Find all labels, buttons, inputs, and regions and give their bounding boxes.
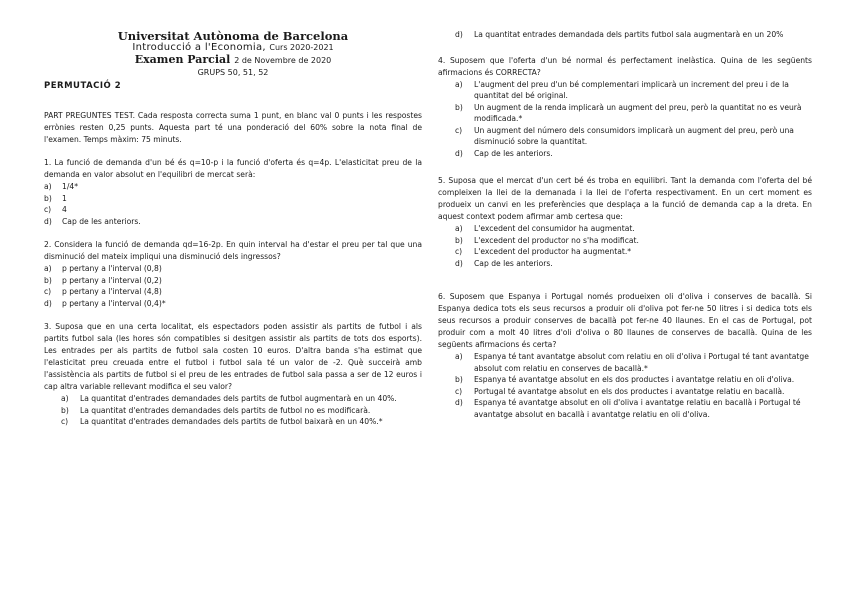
option-q1-a[interactable] xyxy=(44,181,422,193)
right-column xyxy=(438,0,812,420)
left-column xyxy=(44,0,422,428)
exam-line xyxy=(44,54,422,67)
option-text: La quantitat d'entrades demandades dels partits de futbol no es modificarà. xyxy=(80,405,371,415)
option-label: c) xyxy=(455,386,463,396)
exam-groups: GRUPS 50, 51, 52 xyxy=(197,68,269,77)
option-text: L'augment del preu d'un bé complementari implicarà un increment del preu i de la quantitat del bé original. xyxy=(474,79,789,100)
option-text: Espanya té avantatge absolut en els dos productes i avantatge relatiu en oli d'oliva. xyxy=(474,375,795,384)
option-q5-a[interactable] xyxy=(438,223,812,235)
question-2-text: 2. Considera la funció de demanda qd=16-2p. En quin interval ha d'estar el preu per tal que una disminució del mateix impliqui una disminució dels ingressos? xyxy=(44,240,422,261)
option-label: c) xyxy=(44,287,52,296)
option-label: d) xyxy=(455,148,463,158)
option-label: a) xyxy=(44,182,52,191)
university-name: Universitat Autònoma de Barcelona xyxy=(117,29,349,43)
question-3-options-continued xyxy=(438,29,812,41)
option-text: p pertany a l'interval (4,8) xyxy=(62,287,162,296)
exam-header xyxy=(44,30,422,79)
option-text: Un augment del número dels consumidors implicarà un augment del preu, però una disminució sobre la quantitat. xyxy=(474,125,794,146)
question-5-text: 5. Suposa que el mercat d'un cert bé és troba en equilibri. Tant la demanda com l'oferta del bé compleixen la llei de la demanada i la llei de l'oferta respectivament. En un cert moment es produeix un canvi en les preferències que desplaça a la funció de demanda cap a la dreta. En aquest context podem afirmar amb certesa que: xyxy=(438,176,812,221)
option-text: L'excedent del productor ha augmentat.* xyxy=(474,247,632,256)
question-1-text: 1. La funció de demanda d'un bé és q=10-p i la funció d'oferta és q=4p. L'elasticitat preu de la demanda en valor absolut en l'equilibri de mercat serà: xyxy=(44,158,422,179)
option-q2-b[interactable] xyxy=(44,275,422,287)
exam-title: Examen Parcial xyxy=(134,53,231,66)
question-4-options xyxy=(438,79,812,160)
option-label: b) xyxy=(44,275,52,285)
option-label: a) xyxy=(44,264,52,273)
option-text: Cap de les anteriors. xyxy=(474,258,553,268)
option-label: b) xyxy=(455,235,463,245)
question-3-options xyxy=(44,393,422,428)
option-text: Espanya té avantatge absolut en oli d'oliva i avantatge relatiu en bacallà i Portugal té avantatge absolut en bacallà i avantatge relatiu en oli d'oliva. xyxy=(474,398,801,419)
option-q6-b[interactable] xyxy=(438,374,812,386)
option-q6-d[interactable] xyxy=(438,397,812,420)
intro-paragraph: PART PREGUNTES TEST. Cada resposta correcta suma 1 punt, en blanc val 0 punts i les respostes errònies resten 0,25 punts. Aquesta part té una ponderació del 60% sobre la nota final de l'examen. Temps màxim: 75 minuts. xyxy=(44,111,422,144)
option-text: 1 xyxy=(62,193,67,203)
option-text: La quantitat entrades demandada dels partits futbol sala augmentarà en un 20% xyxy=(474,30,784,39)
option-text: 4 xyxy=(62,205,67,214)
question-4-text: 4. Suposem que l'oferta d'un bé normal és perfectament inelàstica. Quina de les següents afirmacions és CORRECTA? xyxy=(438,55,812,77)
option-label: a) xyxy=(455,224,463,233)
option-q2-d[interactable] xyxy=(44,298,422,310)
question-3-text: 3. Suposa que en una certa localitat, els espectadors poden assistir als partits de futbol i als partits futbol sala (les hores són compatibles si desitgen assistir als partits de tots dos esports). Les entrades per als partits de futbol sala costen 10 euros. D'altra banda s'ha estimat que l'elasticitat preu creuada entre el futbol i futbol sala té un valor de -2. Què succeirà amb l'assistència als partits de futbol si el preu de les entrades de futbol sala passa a ser de 12 euros i cap altra variable rellevant modifica el seu valor? xyxy=(44,322,422,391)
option-text: Espanya té tant avantatge absolut com relatiu en oli d'oliva i Portugal té tant avantatge absolut com relatiu en conserves de bacallà.* xyxy=(474,352,809,373)
option-text: La quantitat d'entrades demandades dels partits de futbol baixarà en un 40%.* xyxy=(80,417,383,426)
option-q6-c[interactable] xyxy=(438,386,812,398)
question-6-options xyxy=(438,351,812,420)
option-q5-b[interactable] xyxy=(438,235,812,247)
option-label: d) xyxy=(455,398,463,407)
question-5-options xyxy=(438,223,812,269)
option-label: b) xyxy=(61,405,69,415)
option-label: c) xyxy=(44,205,52,214)
option-text: La quantitat d'entrades demandades dels partits de futbol augmentarà en un 40%. xyxy=(80,394,397,403)
option-q5-c[interactable] xyxy=(438,246,812,258)
option-q1-c[interactable] xyxy=(44,204,422,216)
option-q2-c[interactable] xyxy=(44,286,422,298)
option-label: c) xyxy=(455,125,463,135)
option-label: b) xyxy=(44,193,52,203)
option-text: p pertany a l'interval (0,4)* xyxy=(62,298,166,308)
question-2-options xyxy=(44,263,422,309)
option-text: 1/4* xyxy=(62,182,79,191)
option-text: Cap de les anteriors. xyxy=(62,216,141,226)
course-year: Curs 2020-2021 xyxy=(269,43,334,52)
option-label: b) xyxy=(455,102,463,112)
option-q4-c[interactable] xyxy=(438,125,812,148)
option-q3-d[interactable] xyxy=(438,29,812,41)
permutation-label: PERMUTACIÓ 2 xyxy=(44,81,122,91)
option-q2-a[interactable] xyxy=(44,263,422,275)
option-label: a) xyxy=(455,79,463,89)
option-q3-c[interactable] xyxy=(44,416,422,428)
option-text: Portugal té avantatge absolut en els dos productes i avantatge relatiu en bacallà. xyxy=(474,386,785,396)
option-text: Cap de les anteriors. xyxy=(474,148,553,158)
option-text: L'excedent del productor no s'ha modificat. xyxy=(474,235,639,245)
question-6-text: 6. Suposem que Espanya i Portugal només produeixen oli d'oliva i conserves de bacallà. Si Espanya dedica tots els seus recursos a produir oli d'oliva pot fer-ne 50 litres i si dedica tots els seus recursos a produir conserves de bacallà pot fer-ne 40 llaunes. En el cas de Portugal, pot produir com a molt 40 litres d'oli d'oliva o 80 llaunes de conserves de bacallà. Quina de les següents afirmacions és certa? xyxy=(438,292,812,349)
option-label: b) xyxy=(455,375,463,384)
option-q4-a[interactable] xyxy=(438,79,812,102)
option-label: d) xyxy=(455,258,463,268)
option-label: c) xyxy=(455,247,463,256)
option-label: d) xyxy=(44,298,52,308)
option-q6-a[interactable] xyxy=(438,351,812,374)
option-q5-d[interactable] xyxy=(438,258,812,270)
option-label: c) xyxy=(61,417,69,426)
option-label: a) xyxy=(61,394,69,403)
option-text: p pertany a l'interval (0,8) xyxy=(62,264,162,273)
option-label: a) xyxy=(455,352,463,361)
option-text: L'excedent del consumidor ha augmentat. xyxy=(474,224,635,233)
option-q4-b[interactable] xyxy=(438,102,812,125)
option-q1-d[interactable] xyxy=(44,216,422,228)
option-text: Un augment de la renda implicarà un augment del preu, però la quantitat no es veurà modificada.* xyxy=(474,102,802,123)
question-1-options xyxy=(44,181,422,227)
option-text: p pertany a l'interval (0,2) xyxy=(62,275,162,285)
option-label: d) xyxy=(455,30,463,39)
option-label: d) xyxy=(44,216,52,226)
exam-date: 2 de Novembre de 2020 xyxy=(234,56,332,65)
course-name: Introducció a l'Economia, xyxy=(132,42,266,53)
option-q3-b[interactable] xyxy=(44,405,422,417)
option-q1-b[interactable] xyxy=(44,193,422,205)
option-q3-a[interactable] xyxy=(44,393,422,405)
option-q4-d[interactable] xyxy=(438,148,812,160)
